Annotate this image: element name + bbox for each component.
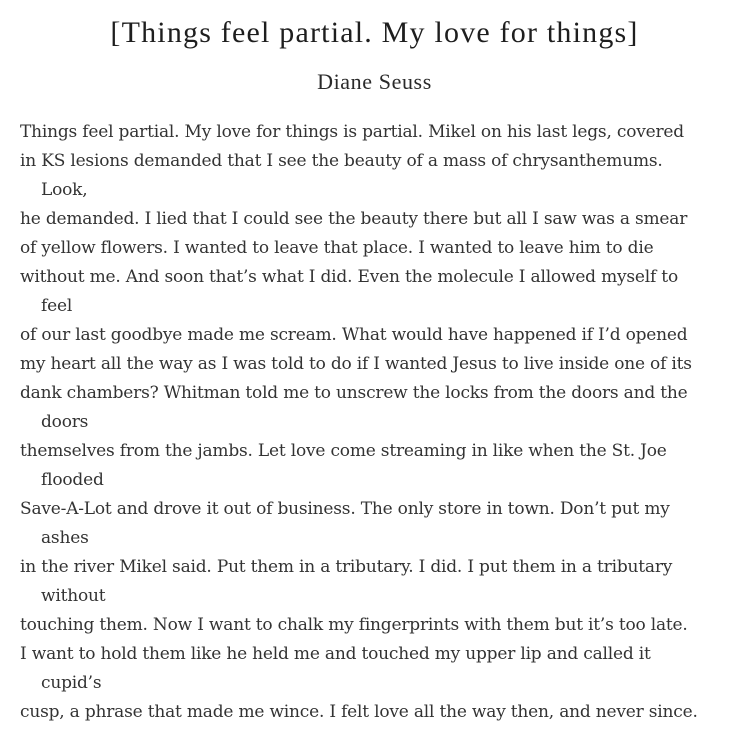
poem-line: cusp, a phrase that made me wince. I felt love all the way then, and never since.	[20, 702, 698, 722]
poem-line: in the river Mikel said. Put them in a tributary. I did. I put them in a tributary	[20, 557, 673, 577]
poem-line: themselves from the jambs. Let love come streaming in like when the St. Joe	[20, 441, 667, 461]
poem-line: dank chambers? Whitman told me to unscrew the locks from the doors and the	[20, 383, 688, 403]
poem-line: without me. And soon that’s what I did. Even the molecule I allowed myself to	[20, 267, 678, 287]
poem-line: without	[41, 586, 106, 606]
poem-line: doors	[41, 412, 89, 432]
poem-body	[0, 118, 749, 727]
poem-line: my heart all the way as I was told to do if I wanted Jesus to live inside one of its	[20, 354, 692, 374]
poem-title: [Things feel partial. My love for things]	[110, 16, 639, 49]
poem-line: feel	[41, 296, 73, 316]
poem-document	[0, 15, 749, 727]
poem-line: cupid’s	[41, 673, 102, 693]
poem-line: of yellow flowers. I wanted to leave that place. I wanted to leave him to die	[20, 238, 654, 258]
poem-line: in KS lesions demanded that I see the beauty of a mass of chrysanthemums.	[20, 151, 663, 171]
poem-line: of our last goodbye made me scream. What would have happened if I’d opened	[20, 325, 688, 345]
poem-line: touching them. Now I want to chalk my fingerprints with them but it’s too late.	[20, 615, 688, 635]
poem-line: ashes	[41, 528, 89, 548]
poem-line: Look,	[41, 180, 88, 200]
poem-line: I want to hold them like he held me and touched my upper lip and called it	[20, 644, 651, 664]
poem-line: Things feel partial. My love for things is partial. Mikel on his last legs, covered	[20, 122, 684, 142]
poem-line: he demanded. I lied that I could see the beauty there but all I saw was a smear	[20, 209, 688, 229]
poem-line: Save-A-Lot and drove it out of business. The only store in town. Don’t put my	[20, 499, 670, 519]
poem-author: Diane Seuss	[317, 69, 432, 94]
page	[0, 15, 749, 747]
poem-line: flooded	[41, 470, 104, 490]
